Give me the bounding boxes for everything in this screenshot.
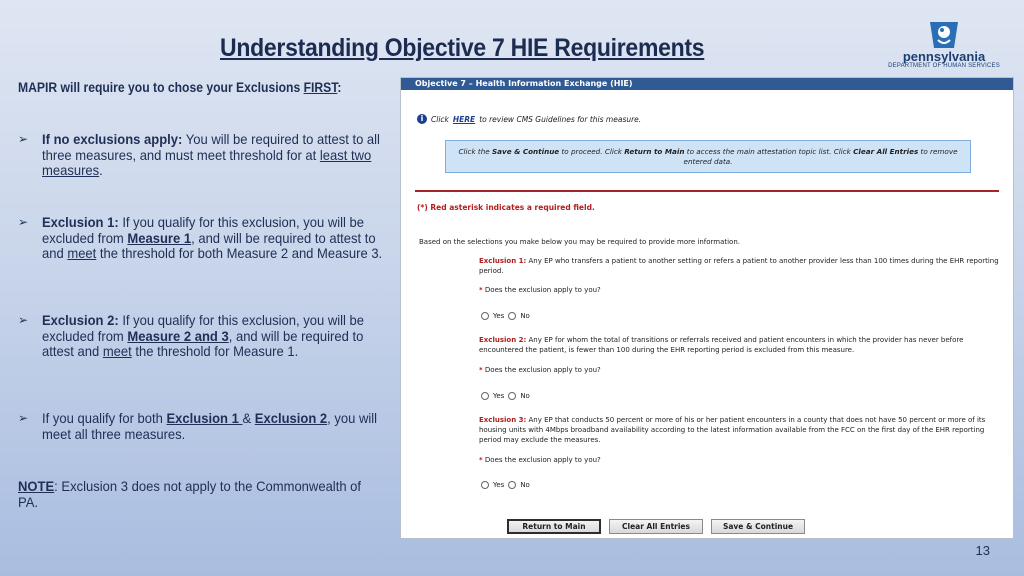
bullet-exclusion-2: ➢ Exclusion 2: If you qualify for this exclusion, you will be excluded from Measure 2 and 3, and will be required to attest and meet the threshold for Measure 1.	[18, 312, 365, 359]
required-field-note: (*) Red asterisk indicates a required field.	[417, 203, 595, 212]
instructions-box: Click the Save & Continue to proceed. Click Return to Main to access the main attestation topic list. Click Clear All Entries to remove entered data.	[445, 140, 971, 173]
exclusion-3-no-radio[interactable]	[508, 481, 516, 489]
exclusion-2-radios: Yes No	[481, 392, 530, 400]
page-number: 13	[975, 543, 990, 558]
exclusion-1-yes-radio[interactable]	[481, 312, 489, 320]
arrow-bullet-icon: ➢	[18, 132, 29, 146]
logo-wordmark: pennsylvania	[902, 49, 986, 64]
exclusion-2-text: Exclusion 2: Any EP for whom the total of transitions or referrals received and patient encounters in which the provider has never before encountered the patient, is fewer than 100 during the EHR reporting period is excluded from this measure.	[479, 336, 964, 354]
exclusion-3-yes-radio[interactable]	[481, 481, 489, 489]
arrow-bullet-icon: ➢	[18, 313, 29, 327]
exclusion-2-question: * Does the exclusion apply to you?	[479, 366, 601, 374]
exclusion-2-no-radio[interactable]	[508, 392, 516, 400]
arrow-bullet-icon: ➢	[18, 411, 29, 425]
info-icon: i	[417, 114, 427, 124]
exclusion-1-text: Exclusion 1: Any EP who transfers a patient to another setting or refers a patient to another provider less than 100 times during the EHR reporting period.	[479, 257, 999, 275]
explanation-panel	[18, 80, 396, 510]
exclusion-3-question: * Does the exclusion apply to you?	[479, 456, 601, 464]
exclusion-1-no-radio[interactable]	[508, 312, 516, 320]
bullet-exclusion-1: ➢ Exclusion 1: If you qualify for this exclusion, you will be excluded from Measure 1, and will be required to attest to and meet the threshold for both Measure 2 and Measure 3.	[18, 214, 383, 261]
exclusion-1-radios: Yes No	[481, 312, 530, 320]
action-buttons	[507, 519, 805, 534]
cms-guidelines-link[interactable]: HERE	[452, 114, 476, 124]
exclusion-3-text: Exclusion 3: Any EP that conducts 50 percent or more of his or her patient encounters in a county that does not have 50 percent or more of its housing units with 4Mbps broadband availability according to the latest information available from the FCC on the first day of the EHR reporting period may exclude the measures.	[479, 416, 986, 444]
slide-title: Understanding Objective 7 HIE Requirements	[220, 34, 705, 62]
divider	[415, 190, 999, 192]
bullet-both-exclusions: ➢ If you qualify for both Exclusion 1 & Exclusion 2, you will meet all three measures.	[18, 410, 378, 442]
lead-text: MAPIR will require you to chose your Exclusions FIRST:	[18, 80, 342, 95]
hie-screenshot	[400, 77, 1014, 539]
cms-guidelines-line: i Click HERE to review CMS Guidelines for this measure.	[417, 114, 641, 124]
clear-all-entries-button[interactable]: Clear All Entries	[609, 519, 703, 534]
exclusion-3-radios: Yes No	[481, 481, 530, 489]
save-continue-button[interactable]: Save & Continue	[711, 519, 805, 534]
screenshot-header: Objective 7 – Health Information Exchange (HIE)	[401, 78, 1013, 90]
return-to-main-button[interactable]: Return to Main	[507, 519, 601, 534]
exclusion-2-yes-radio[interactable]	[481, 392, 489, 400]
arrow-bullet-icon: ➢	[18, 215, 29, 229]
logo-department: DEPARTMENT OF HUMAN SERVICES	[888, 63, 1000, 69]
exclusion-1-question: * Does the exclusion apply to you?	[479, 286, 601, 294]
pennsylvania-logo	[884, 20, 1004, 78]
keystone-logo-icon	[927, 20, 961, 50]
bullet-no-exclusions: ➢ If no exclusions apply: You will be required to attest to all three measures, and must meet threshold for at least two measures.	[18, 131, 380, 178]
note-text: NOTE: Exclusion 3 does not apply to the Commonwealth of PA.	[18, 478, 362, 510]
selection-info: Based on the selections you make below you may be required to provide more information.	[419, 238, 741, 246]
